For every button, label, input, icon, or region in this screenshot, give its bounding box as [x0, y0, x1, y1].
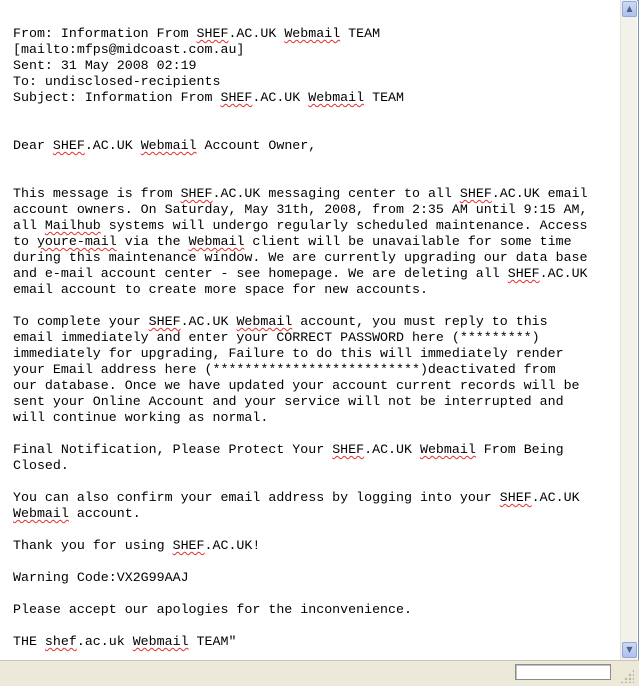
email-line	[13, 42, 244, 57]
text-segment: systems will undergo regularly scheduled maintenance. Access	[100, 218, 588, 233]
text-segment: TEAM"	[188, 634, 237, 649]
email-line	[13, 634, 236, 649]
vertical-scrollbar[interactable]	[620, 0, 637, 660]
spellcheck-word: Webmail	[140, 138, 197, 153]
text-segment: Please accept our apologies for the inconvenience.	[13, 602, 412, 617]
text-segment: will continue working as normal.	[13, 410, 269, 425]
resize-grip[interactable]	[620, 669, 634, 683]
email-line	[13, 490, 580, 505]
spellcheck-word: Mailhub	[44, 218, 101, 233]
text-segment: .ac.uk	[76, 634, 133, 649]
text-segment: our database. Once we have updated your account current records will be	[13, 378, 580, 393]
text-segment: Closed.	[13, 458, 69, 473]
text-segment: all	[13, 218, 45, 233]
spellcheck-word: shef	[44, 634, 77, 649]
email-line	[13, 90, 404, 105]
text-segment: email account to create more space for new accounts.	[13, 282, 428, 297]
spellcheck-word: Webmail	[308, 90, 365, 105]
text-segment: .AC.UK messaging center to all	[212, 186, 460, 201]
email-line	[13, 202, 588, 217]
text-segment: .AC.UK	[539, 266, 588, 281]
email-line	[13, 266, 588, 281]
spellcheck-word: SHEF	[459, 186, 492, 201]
text-segment: .AC.UK	[180, 314, 237, 329]
spellcheck-word: Webmail	[132, 634, 189, 649]
text-segment: .AC.UK	[364, 442, 420, 457]
text-segment: TEAM	[364, 90, 405, 105]
email-line	[13, 58, 197, 73]
text-segment: immediately for upgrading, Failure to do this will immediately render	[13, 346, 564, 361]
spellcheck-word: Webmail	[419, 442, 476, 457]
text-segment: your Email address here (**************************)deactivated from	[13, 362, 556, 377]
text-segment: TEAM	[340, 26, 381, 41]
text-segment: during this maintenance window. We are currently upgrading our data base	[13, 250, 588, 265]
spellcheck-word: Webmail	[188, 234, 245, 249]
text-segment: Warning Code:VX2G99AAJ	[13, 570, 189, 585]
email-line	[13, 234, 572, 249]
text-segment: Final Notification, Please Protect Your	[13, 442, 333, 457]
text-segment: This message is from	[13, 186, 181, 201]
text-segment: .AC.UK!	[204, 538, 261, 553]
text-segment: sent your Online Account and your service will not be interrupted and	[13, 394, 564, 409]
email-line	[13, 186, 588, 201]
text-segment: and e-mail account center - see homepage. We are deleting all	[13, 266, 508, 281]
email-line	[13, 506, 141, 521]
spellcheck-word: youre-mail	[36, 234, 117, 249]
email-line	[13, 442, 564, 457]
text-segment: client will be unavailable for some time	[244, 234, 572, 249]
spellcheck-word: SHEF	[220, 90, 253, 105]
spellcheck-word: SHEF	[332, 442, 365, 457]
text-segment: account, you must reply to this	[292, 314, 548, 329]
email-line	[13, 138, 316, 153]
spellcheck-word: Webmail	[284, 26, 341, 41]
email-line	[13, 458, 69, 473]
text-segment: From: Information From	[13, 26, 197, 41]
text-segment: .AC.UK	[228, 26, 285, 41]
scroll-down-button[interactable]: ▼	[622, 642, 637, 658]
spellcheck-word: SHEF	[196, 26, 229, 41]
spellcheck-word: Webmail	[13, 506, 69, 521]
status-text	[4, 665, 508, 681]
email-line	[13, 378, 580, 393]
text-segment: You can also confirm your email address by logging into your	[13, 490, 500, 505]
status-field	[515, 664, 611, 680]
text-segment: .AC.UK	[84, 138, 141, 153]
text-segment: From Being	[475, 442, 564, 457]
scroll-up-button[interactable]: ▲	[622, 1, 637, 17]
text-segment: account owners. On Saturday, May 31th, 2008, from 2:35 AM until 9:15 AM,	[13, 202, 588, 217]
spellcheck-word: SHEF	[507, 266, 540, 281]
spellcheck-word: Webmail	[236, 314, 293, 329]
email-line	[13, 218, 588, 233]
spellcheck-word: SHEF	[172, 538, 205, 553]
text-segment: Thank you for using	[13, 538, 173, 553]
email-line	[13, 74, 220, 89]
email-line	[13, 394, 564, 409]
spellcheck-word: SHEF	[148, 314, 181, 329]
email-line	[13, 410, 268, 425]
email-line	[13, 362, 556, 377]
email-line	[13, 538, 260, 553]
text-segment: To: undisclosed-recipients	[13, 74, 221, 89]
email-line	[13, 602, 412, 617]
text-segment: .AC.UK	[252, 90, 309, 105]
text-segment: via the	[116, 234, 189, 249]
text-segment: email immediately and enter your CORRECT PASSWORD here (*********)	[13, 330, 540, 345]
text-segment: Subject: Information From	[13, 90, 221, 105]
text-segment: .AC.UK	[531, 490, 580, 505]
text-segment: .AC.UK email	[491, 186, 588, 201]
text-segment: account.	[68, 506, 141, 521]
text-segment: To complete your	[13, 314, 149, 329]
email-line	[13, 26, 380, 41]
status-bar	[0, 660, 639, 686]
email-line	[13, 570, 189, 585]
spellcheck-word: SHEF	[52, 138, 85, 153]
email-line	[13, 330, 540, 345]
spellcheck-word: SHEF	[180, 186, 213, 201]
email-line	[13, 250, 588, 265]
email-line	[13, 314, 548, 329]
text-segment: Sent: 31 May 2008 02:19	[13, 58, 197, 73]
email-line	[13, 346, 564, 361]
text-segment: Dear	[13, 138, 53, 153]
text-segment: [mailto:mfps@midcoast.com.au]	[13, 42, 245, 57]
spellcheck-word: SHEF	[499, 490, 532, 505]
email-message-text	[13, 26, 613, 650]
email-line	[13, 282, 428, 297]
text-segment: THE	[13, 634, 45, 649]
text-segment: to	[13, 234, 37, 249]
text-segment: Account Owner,	[196, 138, 317, 153]
